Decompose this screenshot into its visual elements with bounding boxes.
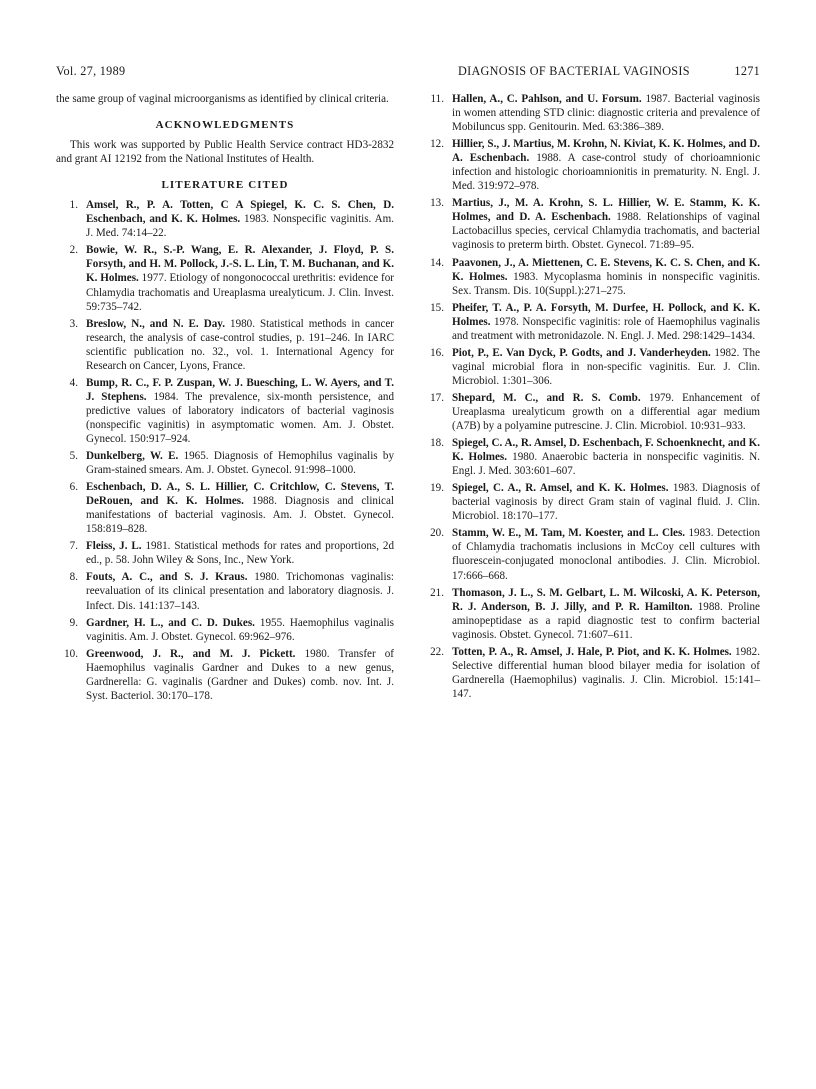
reference-item: 3. Breslow, N., and N. E. Day. 1980. Statistical methods in cancer research, the analysis of case-control studies, p. 191–246. In IARC scientific publication no. 32., vol. 1. International Agency for Research on Cancer, Lyons, France. <box>69 317 395 372</box>
reference-item: 16. Piot, P., E. Van Dyck, P. Godts, and J. Vanderheyden. 1982. The vaginal microbial flora in non-specific vaginitis. Eur. J. Clin. Microbiol. 1:301–306. <box>430 346 760 387</box>
left-column <box>56 92 394 706</box>
reference-item: 2. Bowie, W. R., S.-P. Wang, E. R. Alexander, J. Floyd, P. S. Forsyth, and H. M. Pollock, J.-S. L. Lin, T. M. Buchanan, and K. K. Holmes. 1977. Etiology of nongonococcal urethritis: evidence for Chlamydia trachomatis and Ureaplasma urealyticum. J. Clin. Invest. 59:735–742. <box>69 244 394 313</box>
reference-item: 8. Fouts, A. C., and S. J. Kraus. 1980. Trichomonas vaginalis: reevaluation of its clinical presentation and laboratory diagnosis. J. Infect. Dis. 141:137–143. <box>69 571 394 612</box>
reference-item: 21. Thomason, J. L., S. M. Gelbart, L. M. Wilcoski, A. K. Peterson, R. J. Anderson, B. J. Jilly, and P. R. Hamilton. 1988. Proline aminopeptidase as a rapid diagnostic test to confirm bacterial vaginosis. Obstet. Gynecol. 71:607–611. <box>430 586 760 641</box>
reference-item: 20. Stamm, W. E., M. Tam, M. Koester, and L. Cles. 1983. Detection of Chlamydia trachomatis inclusions in McCoy cell cultures with fluorescein-conjugated monoclonal antibodies. J. Clin. Microbiol. 17:666–668. <box>430 527 760 582</box>
reference-item: 11. Hallen, A., C. Pahlson, and U. Forsum. 1987. Bacterial vaginosis in women attending STD clinic: diagnostic criteria and prevalence of Mobiluncus spp. Genitourin. Med. 63:386–389. <box>430 93 760 134</box>
reference-item: 7. Fleiss, J. L. 1981. Statistical methods for rates and proportions, 2d ed., p. 58. John Wiley & Sons, Inc., New York. <box>69 540 394 567</box>
reference-item: 10. Greenwood, J. R., and M. J. Pickett. 1980. Transfer of Haemophilus vaginalis Gardner and Dukes to a new genus, Gardnerella: G. vaginalis (Gardner and Dukes) comb. nov. Int. J. Syst. Bacteriol. 30:170–178. <box>64 647 395 702</box>
page-number: 1271 <box>734 64 760 78</box>
reference-list-left <box>56 198 394 703</box>
reference-item: 15. Pheifer, T. A., P. A. Forsyth, M. Durfee, H. Pollock, and K. K. Holmes. 1978. Nonspecific vaginitis: role of Haemophilus vaginalis and treatment with metronidazole. N. Engl. J. Med. 298:1429–1434. <box>430 301 760 342</box>
right-column <box>422 92 760 704</box>
reference-item: 17. Shepard, M. C., and R. S. Comb. 1979. Enhancement of Ureaplasma urealyticum growth on a differential agar medium (A7B) by a polyamine putrescine. J. Clin. Microbiol. 10:931–933. <box>430 391 760 433</box>
reference-item: 13. Martius, J., M. A. Krohn, S. L. Hillier, W. E. Stamm, K. K. Holmes, and D. A. Eschenbach. 1988. Relationships of vaginal Lactobacillus species, cervical Chlamydia trachomatis, and bacterial vaginosis to preterm birth. Obstet. Gynecol. 71:89–95. <box>430 197 760 252</box>
reference-item: 18. Spiegel, C. A., R. Amsel, D. Eschenbach, F. Schoenknecht, and K. K. Holmes. 1980. Anaerobic bacteria in nonspecific vaginitis. N. Engl. J. Med. 303:601–607. <box>430 437 760 478</box>
literature-heading: LITERATURE CITED <box>161 179 289 192</box>
volume-label: Vol. 27, 1989 <box>56 64 126 78</box>
reference-item: 12. Hillier, S., J. Martius, M. Krohn, N. Kiviat, K. K. Holmes, and D. A. Eschenbach. 1988. A case-control study of chorioamnionic infection and histologic chorioamnionitis in prematurity. N. Engl. J. Med. 319:972–978. <box>430 138 761 193</box>
reference-item: 19. Spiegel, C. A., R. Amsel, and K. K. Holmes. 1983. Diagnosis of bacterial vaginosis by direct Gram stain of vaginal fluid. J. Clin. Microbiol. 18:170–177. <box>430 482 761 523</box>
continued-text: the same group of vaginal microorganisms as identified by clinical criteria. <box>56 93 389 105</box>
reference-item: 1. Amsel, R., P. A. Totten, C A Spiegel, K. C. S. Chen, D. Eschenbach, and K. K. Holmes. 1983. Nonspecific vaginitis. Am. J. Med. 74:14–22. <box>69 199 394 240</box>
reference-item: 22. Totten, P. A., R. Amsel, J. Hale, P. Piot, and K. K. Holmes. 1982. Selective differential human blood bilayer media for isolation of Gardnerella (Haemophilus) vaginalis. J. Clin. Microbiol. 15:141–147. <box>430 645 760 700</box>
reference-list-right <box>422 92 760 701</box>
reference-item: 9. Gardner, H. L., and C. D. Dukes. 1955. Haemophilus vaginalis vaginitis. Am. J. Obstet. Gynecol. 69:962–976. <box>69 616 395 643</box>
acknowledgments-text: This work was supported by Public Health Service contract HD3-2832 and grant AI 12192 from the National Institutes of Health. <box>56 139 394 166</box>
reference-item: 4. Bump, R. C., F. P. Zuspan, W. J. Buesching, L. W. Ayers, and T. J. Stephens. 1984. The prevalence, six-month persistence, and predictive values of laboratory indicators of bacterial vaginosis (nonspecific vaginitis) in asymptomatic women. Am. J. Obstet. Gynecol. 150:917–924. <box>69 376 394 445</box>
reference-item: 6. Eschenbach, D. A., S. L. Hillier, C. Critchlow, C. Stevens, T. DeRouen, and K. K. Holmes. 1988. Diagnosis and clinical manifestations of bacterial vaginosis. Am. J. Obstet. Gynecol. 158:819–828. <box>69 481 394 536</box>
acknowledgments-heading: ACKNOWLEDGMENTS <box>155 119 295 132</box>
running-head <box>56 64 760 80</box>
reference-item: 5. Dunkelberg, W. E. 1965. Diagnosis of Hemophilus vaginalis by Gram-stained smears. Am. J. Obstet. Gynecol. 91:998–1000. <box>69 450 394 477</box>
reference-item: 14. Paavonen, J., A. Miettenen, C. E. Stevens, K. C. S. Chen, and K. K. Holmes. 1983. Mycoplasma hominis in nonspecific vaginitis. Sex. Transm. Dis. 10(Suppl.):271–275. <box>430 256 760 297</box>
running-title: DIAGNOSIS OF BACTERIAL VAGINOSIS <box>458 64 690 78</box>
